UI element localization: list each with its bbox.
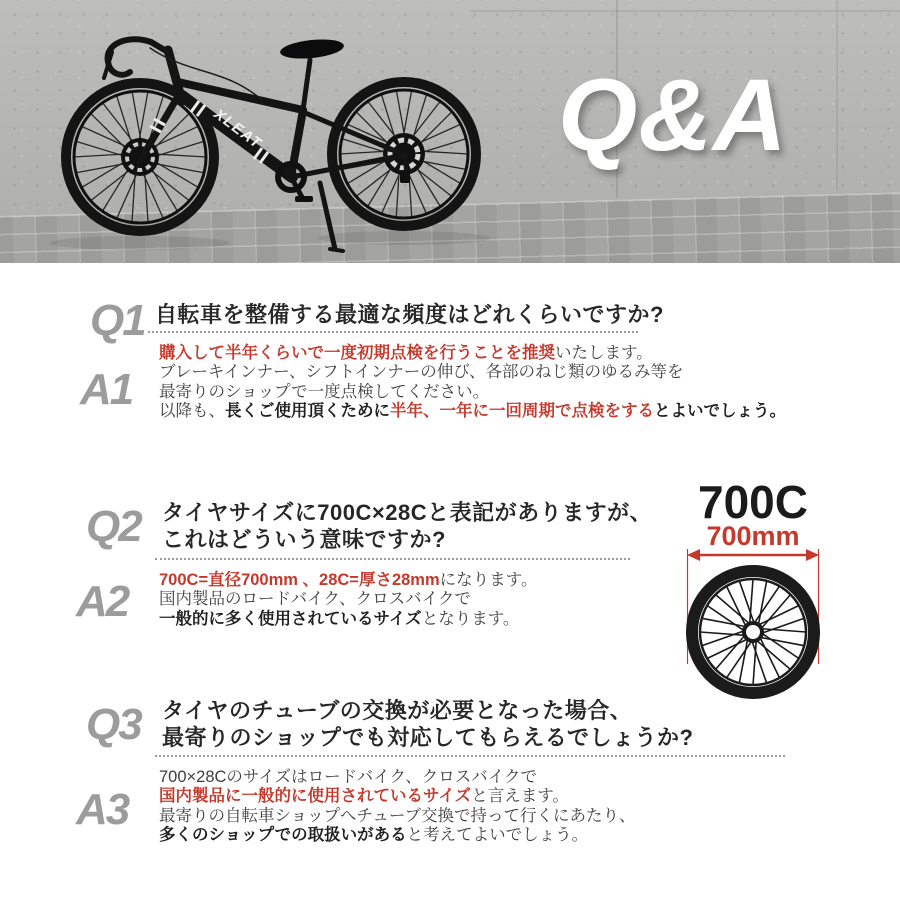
answer-line — [159, 402, 786, 421]
spoke — [707, 606, 744, 631]
answer-segment: と考えてよいでしょう。 — [406, 826, 589, 845]
dotted-divider — [155, 755, 785, 757]
answer-segment: 半年、一年に一回周期で点検をする — [390, 402, 654, 421]
answer-segment: と言えます。 — [471, 787, 569, 806]
spoke — [760, 637, 804, 645]
a2-label: A2 — [76, 577, 129, 626]
a1-answer — [159, 344, 786, 422]
answer-segment: 国内製品のロードバイク、クロスバイクで — [159, 590, 471, 609]
bike-illustration — [0, 0, 540, 263]
spoke — [727, 641, 752, 678]
answer-line — [159, 383, 786, 402]
answer-line — [159, 610, 537, 629]
spoke — [702, 618, 746, 626]
answer-line — [159, 571, 537, 590]
wheel-diameter-label: 700mm — [706, 521, 800, 551]
answer-segment: とよいでしょう。 — [654, 402, 786, 421]
answer-segment: 多くのショップでの取扱いがある — [159, 826, 407, 845]
wheel-size-label: 700C — [698, 476, 808, 528]
a1-label: A1 — [80, 365, 133, 414]
q2-label: Q2 — [86, 502, 141, 551]
answer-segment: 一般的に多く使用されているサイズ — [159, 609, 422, 628]
spoke — [758, 581, 766, 625]
answer-segment: 国内製品に一般的に使用されているサイズ — [159, 787, 472, 806]
answer-segment: いたします。 — [555, 344, 653, 362]
answer-segment: となります。 — [421, 609, 520, 628]
q3-label: Q3 — [86, 700, 141, 749]
question-line: 最寄りのショップでも対応してもらえるでしょうか? — [162, 725, 694, 750]
q1-label: Q1 — [90, 296, 145, 345]
spoke — [754, 586, 779, 623]
answer-segment: になります。 — [439, 571, 538, 589]
arrowhead-left — [687, 549, 700, 561]
answer-line — [159, 787, 636, 806]
a3-answer — [159, 768, 636, 846]
a2-answer — [159, 571, 537, 629]
spoke — [739, 639, 747, 683]
wall-seam — [836, 0, 838, 190]
derailleur — [400, 170, 410, 183]
q3-question — [162, 697, 693, 751]
answer-line — [159, 344, 786, 363]
answer-segment: 700×28Cのサイズはロードバイク、クロスバイクで — [159, 768, 537, 786]
answer-line — [159, 826, 636, 845]
answer-segment: ブレーキインナー、シフトインナーの伸び、各部のねじ類のゆるみ等を — [159, 363, 684, 382]
answer-segment: 最寄りの自転車ショップへチューブ交換で持って行くにあたり、 — [159, 806, 636, 825]
q2-question — [162, 499, 652, 553]
question-line: タイヤサイズに700C×28Cと表記がありますが、 — [162, 500, 653, 525]
answer-segment: 最寄りのショップで一度点検してください。 — [159, 382, 490, 401]
question-line: タイヤのチューブの交換が必要となった場合、 — [162, 698, 633, 723]
answer-line — [159, 807, 636, 826]
pedal — [295, 196, 313, 202]
wheel-illustration — [650, 546, 856, 714]
answer-line — [159, 590, 537, 609]
answer-line — [159, 363, 786, 382]
wheel-hub — [744, 623, 762, 641]
saddle — [279, 37, 345, 62]
answer-segment: 長くご使用頂くために — [225, 402, 390, 421]
dotted-divider — [155, 558, 630, 560]
answer-line — [159, 768, 636, 787]
q1-question — [155, 301, 664, 328]
hero-photo — [0, 0, 900, 263]
arrowhead-right — [806, 549, 819, 561]
bike-brand-label: XLEAT — [210, 105, 266, 153]
qa-title: Q&A — [558, 58, 788, 172]
answer-segment: 購入して半年くらいで一度初期点検を行うことを推奨 — [159, 344, 555, 362]
answer-segment: 700C=直径700mm 、28C=厚さ28mm — [159, 571, 440, 589]
answer-segment: 以降も、 — [159, 402, 225, 421]
question-line: 自転車を整備する最適な頻度はどれくらいですか? — [155, 302, 664, 327]
question-line: これはどういう意味ですか? — [162, 527, 446, 552]
dotted-divider — [148, 331, 638, 333]
spoke — [762, 633, 799, 658]
a3-label: A3 — [76, 785, 129, 834]
